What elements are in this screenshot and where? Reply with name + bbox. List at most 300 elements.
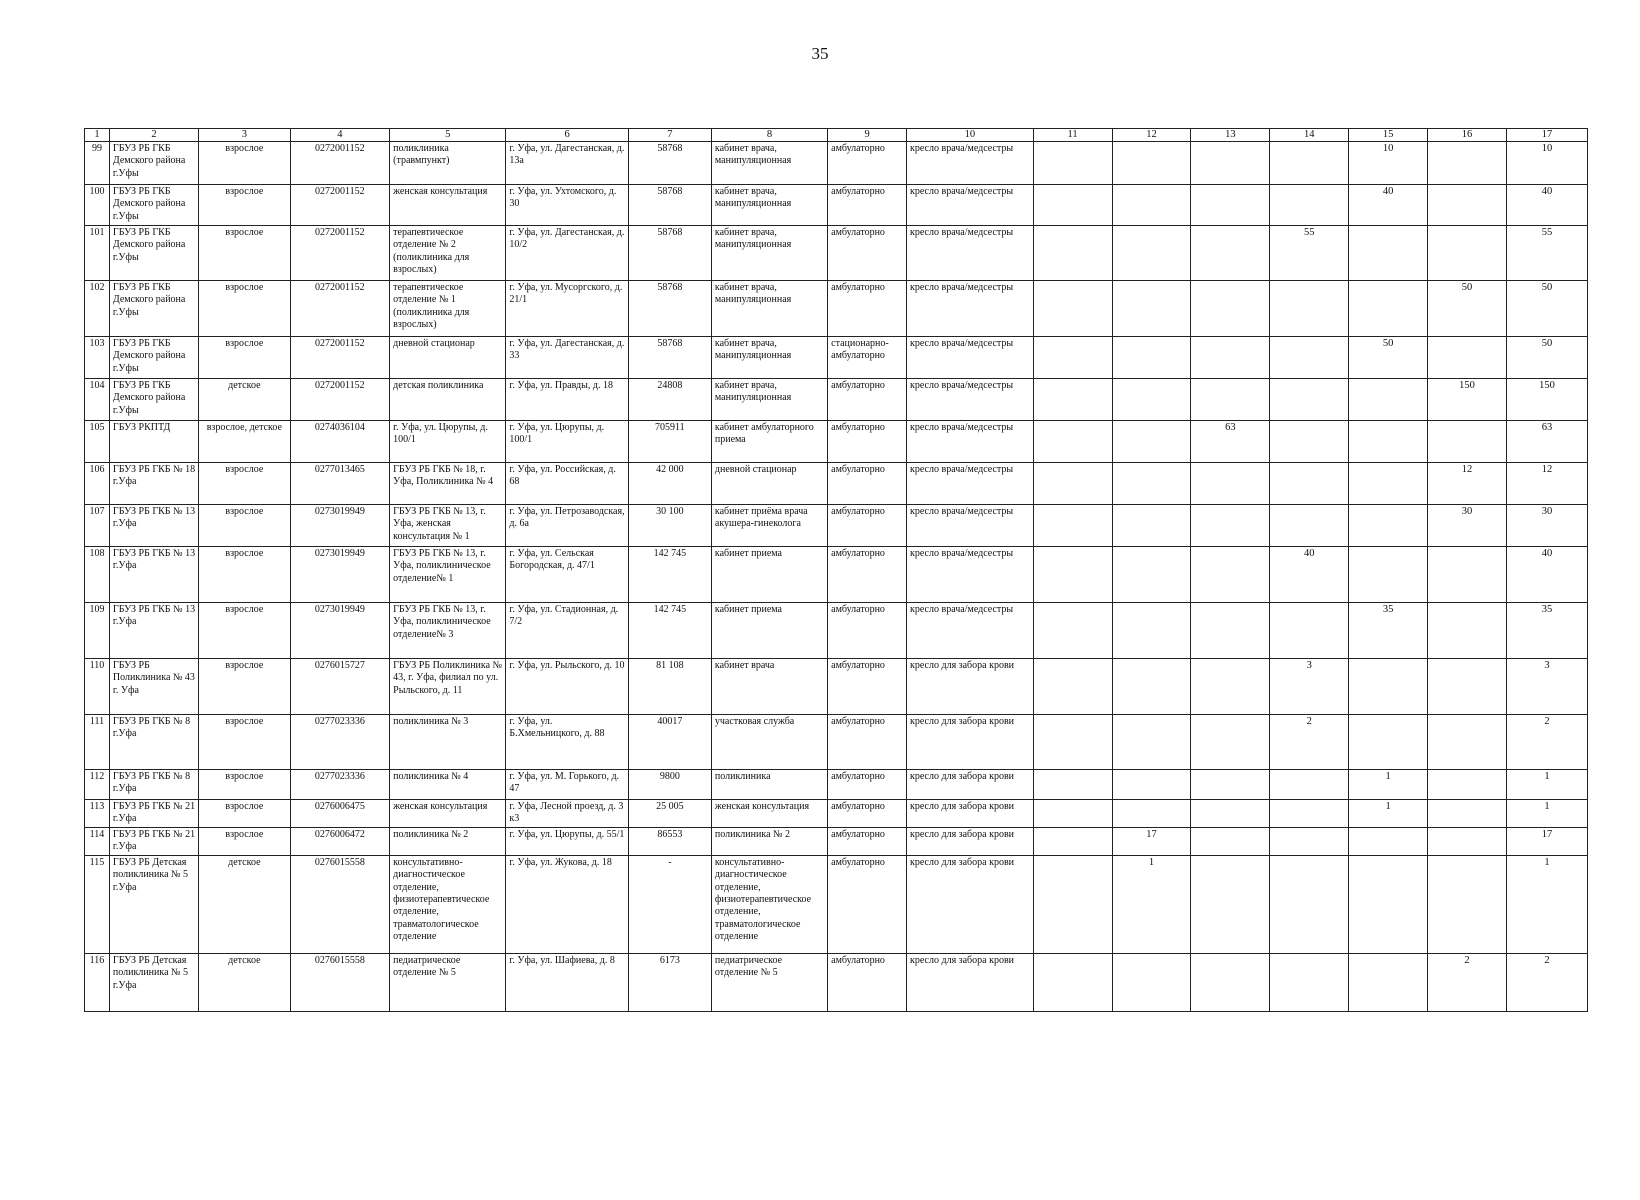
cell-col-10: кресло для забора крови	[907, 953, 1034, 1011]
cell-col-4: 0273019949	[290, 547, 390, 603]
cell-col-14	[1270, 953, 1349, 1011]
cell-col-1: 113	[85, 800, 110, 828]
cell-col-8: кабинет амбулаторного приема	[711, 421, 827, 463]
cell-col-17: 55	[1506, 226, 1587, 281]
cell-col-6: г. Уфа, ул. Цюрупы, д. 55/1	[506, 828, 628, 856]
cell-col-11	[1033, 281, 1112, 337]
cell-col-8: кабинет врача, манипуляционная	[711, 185, 827, 226]
table-row	[85, 281, 1588, 337]
cell-col-11	[1033, 770, 1112, 800]
cell-col-17: 2	[1506, 953, 1587, 1011]
cell-col-12	[1112, 547, 1191, 603]
table-row	[85, 547, 1588, 603]
table-row	[85, 603, 1588, 659]
cell-col-17: 50	[1506, 281, 1587, 337]
cell-col-6: г. Уфа, ул. Дагестанская, д. 33	[506, 337, 628, 379]
cell-col-3: взрослое	[199, 800, 290, 828]
cell-col-13	[1191, 505, 1270, 547]
cell-col-9: амбулаторно	[828, 463, 907, 505]
cell-col-13	[1191, 715, 1270, 770]
cell-col-1: 114	[85, 828, 110, 856]
cell-col-17: 30	[1506, 505, 1587, 547]
cell-col-3: взрослое	[199, 505, 290, 547]
cell-col-9: амбулаторно	[828, 659, 907, 715]
cell-col-5: женская консультация	[390, 800, 506, 828]
cell-col-13	[1191, 603, 1270, 659]
cell-col-6: г. Уфа, ул. Шафиева, д. 8	[506, 953, 628, 1011]
cell-col-3: детское	[199, 855, 290, 953]
column-header-16: 16	[1428, 129, 1507, 142]
cell-col-10: кресло для забора крови	[907, 770, 1034, 800]
column-header-10: 10	[907, 129, 1034, 142]
cell-col-11	[1033, 337, 1112, 379]
cell-col-17: 40	[1506, 547, 1587, 603]
cell-col-1: 110	[85, 659, 110, 715]
cell-col-7: 40017	[628, 715, 711, 770]
cell-col-8: участковая служба	[711, 715, 827, 770]
cell-col-13	[1191, 185, 1270, 226]
cell-col-3: взрослое	[199, 142, 290, 185]
column-header-15: 15	[1349, 129, 1428, 142]
column-header-4: 4	[290, 129, 390, 142]
cell-col-2: ГБУЗ РБ ГКБ № 21 г.Уфа	[109, 828, 198, 856]
cell-col-8: кабинет врача, манипуляционная	[711, 142, 827, 185]
cell-col-3: взрослое	[199, 770, 290, 800]
cell-col-13: 63	[1191, 421, 1270, 463]
cell-col-13	[1191, 281, 1270, 337]
cell-col-15	[1349, 715, 1428, 770]
cell-col-4: 0273019949	[290, 603, 390, 659]
cell-col-13	[1191, 828, 1270, 856]
cell-col-4: 0276015727	[290, 659, 390, 715]
cell-col-8: кабинет приёма врача акушера-гинеколога	[711, 505, 827, 547]
cell-col-8: дневной стационар	[711, 463, 827, 505]
cell-col-2: ГБУЗ РКПТД	[109, 421, 198, 463]
data-table	[84, 128, 1588, 1012]
cell-col-14	[1270, 603, 1349, 659]
cell-col-12: 1	[1112, 855, 1191, 953]
cell-col-17: 50	[1506, 337, 1587, 379]
cell-col-14: 40	[1270, 547, 1349, 603]
cell-col-2: ГБУЗ РБ ГКБ Демского района г.Уфы	[109, 142, 198, 185]
cell-col-2: ГБУЗ РБ ГКБ Демского района г.Уфы	[109, 379, 198, 421]
cell-col-3: взрослое	[199, 281, 290, 337]
cell-col-17: 3	[1506, 659, 1587, 715]
cell-col-1: 109	[85, 603, 110, 659]
cell-col-5: ГБУЗ РБ ГКБ № 13, г. Уфа, поликлиническое отделение№ 1	[390, 547, 506, 603]
cell-col-15	[1349, 505, 1428, 547]
cell-col-11	[1033, 547, 1112, 603]
cell-col-1: 107	[85, 505, 110, 547]
cell-col-16	[1428, 142, 1507, 185]
cell-col-2: ГБУЗ РБ ГКБ № 13 г.Уфа	[109, 547, 198, 603]
cell-col-6: г. Уфа, ул. Ухтомского, д. 30	[506, 185, 628, 226]
cell-col-6: г. Уфа, ул. Цюрупы, д. 100/1	[506, 421, 628, 463]
cell-col-2: ГБУЗ РБ ГКБ Демского района г.Уфы	[109, 337, 198, 379]
cell-col-6: г. Уфа, ул. Рыльского, д. 10	[506, 659, 628, 715]
cell-col-3: взрослое	[199, 185, 290, 226]
cell-col-12	[1112, 142, 1191, 185]
cell-col-9: амбулаторно	[828, 770, 907, 800]
cell-col-10: кресло для забора крови	[907, 715, 1034, 770]
cell-col-15	[1349, 421, 1428, 463]
cell-col-10: кресло для забора крови	[907, 855, 1034, 953]
cell-col-9: амбулаторно	[828, 715, 907, 770]
cell-col-3: взрослое	[199, 463, 290, 505]
cell-col-1: 103	[85, 337, 110, 379]
cell-col-11	[1033, 505, 1112, 547]
cell-col-6: г. Уфа, ул. Стадионная, д. 7/2	[506, 603, 628, 659]
cell-col-1: 115	[85, 855, 110, 953]
cell-col-10: кресло врача/медсестры	[907, 185, 1034, 226]
cell-col-6: г. Уфа, ул. Дагестанская, д. 10/2	[506, 226, 628, 281]
cell-col-15: 10	[1349, 142, 1428, 185]
cell-col-9: амбулаторно	[828, 281, 907, 337]
cell-col-2: ГБУЗ РБ ГКБ № 13 г.Уфа	[109, 505, 198, 547]
cell-col-5: педиатрическое отделение № 5	[390, 953, 506, 1011]
cell-col-10: кресло для забора крови	[907, 800, 1034, 828]
cell-col-5: терапевтическое отделение № 2 (поликлиника для взрослых)	[390, 226, 506, 281]
cell-col-6: г. Уфа, ул. М. Горького, д. 47	[506, 770, 628, 800]
cell-col-1: 108	[85, 547, 110, 603]
cell-col-1: 111	[85, 715, 110, 770]
cell-col-14	[1270, 337, 1349, 379]
cell-col-6: г. Уфа, ул. Петрозаводская, д. 6а	[506, 505, 628, 547]
cell-col-6: г. Уфа, ул. Б.Хмельницкого, д. 88	[506, 715, 628, 770]
cell-col-15: 35	[1349, 603, 1428, 659]
cell-col-7: 30 100	[628, 505, 711, 547]
cell-col-17: 63	[1506, 421, 1587, 463]
cell-col-17: 1	[1506, 770, 1587, 800]
table-row	[85, 953, 1588, 1011]
cell-col-10: кресло для забора крови	[907, 659, 1034, 715]
column-header-5: 5	[390, 129, 506, 142]
cell-col-9: амбулаторно	[828, 855, 907, 953]
cell-col-17: 10	[1506, 142, 1587, 185]
cell-col-14	[1270, 800, 1349, 828]
column-header-2: 2	[109, 129, 198, 142]
cell-col-15	[1349, 659, 1428, 715]
cell-col-7: 9800	[628, 770, 711, 800]
cell-col-5: детская поликлиника	[390, 379, 506, 421]
cell-col-3: взрослое	[199, 715, 290, 770]
cell-col-4: 0276015558	[290, 953, 390, 1011]
cell-col-6: г. Уфа, ул. Правды, д. 18	[506, 379, 628, 421]
cell-col-2: ГБУЗ РБ ГКБ № 13 г.Уфа	[109, 603, 198, 659]
cell-col-15	[1349, 828, 1428, 856]
cell-col-4: 0277013465	[290, 463, 390, 505]
cell-col-15	[1349, 281, 1428, 337]
cell-col-9: стационарно-амбулаторно	[828, 337, 907, 379]
column-header-17: 17	[1506, 129, 1587, 142]
cell-col-13	[1191, 142, 1270, 185]
cell-col-14	[1270, 185, 1349, 226]
cell-col-6: г. Уфа, ул. Сельская Богородская, д. 47/1	[506, 547, 628, 603]
cell-col-14	[1270, 505, 1349, 547]
cell-col-16: 2	[1428, 953, 1507, 1011]
cell-col-10: кресло врача/медсестры	[907, 603, 1034, 659]
column-header-1: 1	[85, 129, 110, 142]
cell-col-6: г. Уфа, ул. Мусоргского, д. 21/1	[506, 281, 628, 337]
cell-col-13	[1191, 659, 1270, 715]
cell-col-6: г. Уфа, ул. Российская, д. 68	[506, 463, 628, 505]
cell-col-2: ГБУЗ РБ Детская поликлиника № 5 г.Уфа	[109, 855, 198, 953]
cell-col-5: консультативно-диагностическое отделение, физиотерапевтическое отделение, травматологическое отделение	[390, 855, 506, 953]
cell-col-11	[1033, 226, 1112, 281]
cell-col-16	[1428, 800, 1507, 828]
cell-col-5: ГБУЗ РБ ГКБ № 13, г. Уфа, женская консультация № 1	[390, 505, 506, 547]
cell-col-2: ГБУЗ РБ ГКБ № 8 г.Уфа	[109, 715, 198, 770]
cell-col-16	[1428, 603, 1507, 659]
cell-col-5: поликлиника (травмпункт)	[390, 142, 506, 185]
cell-col-16	[1428, 226, 1507, 281]
cell-col-16	[1428, 185, 1507, 226]
cell-col-17: 150	[1506, 379, 1587, 421]
cell-col-12	[1112, 715, 1191, 770]
cell-col-7: 58768	[628, 226, 711, 281]
cell-col-6: г. Уфа, ул. Дагестанская, д. 13а	[506, 142, 628, 185]
page-number: 35	[811, 44, 829, 63]
cell-col-16	[1428, 659, 1507, 715]
column-number-header	[85, 129, 1588, 142]
cell-col-7: 24808	[628, 379, 711, 421]
cell-col-16	[1428, 715, 1507, 770]
cell-col-15	[1349, 547, 1428, 603]
cell-col-13	[1191, 770, 1270, 800]
cell-col-1: 106	[85, 463, 110, 505]
cell-col-11	[1033, 828, 1112, 856]
cell-col-7: 142 745	[628, 547, 711, 603]
column-header-13: 13	[1191, 129, 1270, 142]
cell-col-4: 0272001152	[290, 281, 390, 337]
cell-col-12	[1112, 463, 1191, 505]
cell-col-2: ГБУЗ РБ ГКБ Демского района г.Уфы	[109, 281, 198, 337]
table-row	[85, 142, 1588, 185]
cell-col-8: кабинет врача, манипуляционная	[711, 226, 827, 281]
cell-col-8: поликлиника	[711, 770, 827, 800]
cell-col-13	[1191, 800, 1270, 828]
cell-col-5: женская консультация	[390, 185, 506, 226]
cell-col-1: 104	[85, 379, 110, 421]
cell-col-15: 1	[1349, 800, 1428, 828]
cell-col-5: поликлиника № 3	[390, 715, 506, 770]
cell-col-13	[1191, 379, 1270, 421]
cell-col-11	[1033, 659, 1112, 715]
table-row	[85, 855, 1588, 953]
cell-col-15: 40	[1349, 185, 1428, 226]
cell-col-5: дневной стационар	[390, 337, 506, 379]
cell-col-1: 102	[85, 281, 110, 337]
cell-col-13	[1191, 953, 1270, 1011]
table-row	[85, 379, 1588, 421]
cell-col-2: ГБУЗ РБ ГКБ № 21 г.Уфа	[109, 800, 198, 828]
cell-col-7: 142 745	[628, 603, 711, 659]
cell-col-5: г. Уфа, ул. Цюрупы, д. 100/1	[390, 421, 506, 463]
cell-col-16	[1428, 770, 1507, 800]
cell-col-14: 3	[1270, 659, 1349, 715]
cell-col-1: 105	[85, 421, 110, 463]
cell-col-8: кабинет врача, манипуляционная	[711, 281, 827, 337]
table-row	[85, 421, 1588, 463]
cell-col-3: взрослое, детское	[199, 421, 290, 463]
cell-col-10: кресло врача/медсестры	[907, 337, 1034, 379]
cell-col-7: 25 005	[628, 800, 711, 828]
cell-col-13	[1191, 226, 1270, 281]
cell-col-13	[1191, 547, 1270, 603]
cell-col-3: детское	[199, 379, 290, 421]
cell-col-15	[1349, 953, 1428, 1011]
column-header-8: 8	[711, 129, 827, 142]
cell-col-4: 0277023336	[290, 715, 390, 770]
cell-col-5: поликлиника № 4	[390, 770, 506, 800]
cell-col-11	[1033, 421, 1112, 463]
table-row	[85, 463, 1588, 505]
cell-col-7: 705911	[628, 421, 711, 463]
table-row	[85, 226, 1588, 281]
cell-col-13	[1191, 463, 1270, 505]
cell-col-2: ГБУЗ РБ ГКБ Демского района г.Уфы	[109, 226, 198, 281]
cell-col-1: 112	[85, 770, 110, 800]
cell-col-11	[1033, 603, 1112, 659]
cell-col-15	[1349, 226, 1428, 281]
cell-col-14	[1270, 855, 1349, 953]
cell-col-17: 35	[1506, 603, 1587, 659]
cell-col-12	[1112, 421, 1191, 463]
cell-col-10: кресло врача/медсестры	[907, 142, 1034, 185]
cell-col-3: детское	[199, 953, 290, 1011]
cell-col-11	[1033, 953, 1112, 1011]
cell-col-12	[1112, 603, 1191, 659]
cell-col-3: взрослое	[199, 226, 290, 281]
cell-col-3: взрослое	[199, 603, 290, 659]
cell-col-16: 30	[1428, 505, 1507, 547]
cell-col-10: кресло врача/медсестры	[907, 379, 1034, 421]
table-row	[85, 185, 1588, 226]
cell-col-5: поликлиника № 2	[390, 828, 506, 856]
cell-col-14	[1270, 421, 1349, 463]
cell-col-4: 0274036104	[290, 421, 390, 463]
cell-col-11	[1033, 715, 1112, 770]
cell-col-7: 58768	[628, 337, 711, 379]
cell-col-11	[1033, 800, 1112, 828]
cell-col-17: 12	[1506, 463, 1587, 505]
cell-col-17: 17	[1506, 828, 1587, 856]
cell-col-12	[1112, 379, 1191, 421]
cell-col-4: 0272001152	[290, 379, 390, 421]
cell-col-10: кресло врача/медсестры	[907, 547, 1034, 603]
column-header-14: 14	[1270, 129, 1349, 142]
cell-col-11	[1033, 142, 1112, 185]
cell-col-5: ГБУЗ РБ Поликлиника № 43, г. Уфа, филиал по ул. Рыльского, д. 11	[390, 659, 506, 715]
cell-col-7: 58768	[628, 281, 711, 337]
cell-col-12	[1112, 953, 1191, 1011]
cell-col-1: 99	[85, 142, 110, 185]
cell-col-11	[1033, 855, 1112, 953]
cell-col-13	[1191, 855, 1270, 953]
cell-col-9: амбулаторно	[828, 505, 907, 547]
cell-col-4: 0277023336	[290, 770, 390, 800]
cell-col-4: 0276015558	[290, 855, 390, 953]
cell-col-17: 1	[1506, 800, 1587, 828]
cell-col-3: взрослое	[199, 828, 290, 856]
cell-col-9: амбулаторно	[828, 142, 907, 185]
cell-col-9: амбулаторно	[828, 379, 907, 421]
cell-col-3: взрослое	[199, 337, 290, 379]
cell-col-8: женская консультация	[711, 800, 827, 828]
cell-col-10: кресло врача/медсестры	[907, 505, 1034, 547]
cell-col-3: взрослое	[199, 547, 290, 603]
cell-col-15: 1	[1349, 770, 1428, 800]
cell-col-8: поликлиника № 2	[711, 828, 827, 856]
table-row	[85, 505, 1588, 547]
column-header-6: 6	[506, 129, 628, 142]
cell-col-8: педиатрическое отделение № 5	[711, 953, 827, 1011]
cell-col-12	[1112, 800, 1191, 828]
cell-col-1: 100	[85, 185, 110, 226]
cell-col-14	[1270, 770, 1349, 800]
table-container	[84, 128, 1588, 1012]
cell-col-10: кресло врача/медсестры	[907, 463, 1034, 505]
table-row	[85, 800, 1588, 828]
cell-col-9: амбулаторно	[828, 828, 907, 856]
cell-col-12	[1112, 226, 1191, 281]
column-header-3: 3	[199, 129, 290, 142]
cell-col-9: амбулаторно	[828, 953, 907, 1011]
cell-col-14	[1270, 463, 1349, 505]
cell-col-11	[1033, 185, 1112, 226]
cell-col-1: 116	[85, 953, 110, 1011]
cell-col-4: 0272001152	[290, 226, 390, 281]
cell-col-5: ГБУЗ РБ ГКБ № 13, г. Уфа, поликлиническое отделение№ 3	[390, 603, 506, 659]
cell-col-7: -	[628, 855, 711, 953]
cell-col-4: 0276006475	[290, 800, 390, 828]
cell-col-5: ГБУЗ РБ ГКБ № 18, г. Уфа, Поликлиника № 4	[390, 463, 506, 505]
cell-col-8: кабинет врача	[711, 659, 827, 715]
cell-col-12	[1112, 337, 1191, 379]
cell-col-16	[1428, 421, 1507, 463]
table-row	[85, 337, 1588, 379]
table-row	[85, 715, 1588, 770]
table-row	[85, 770, 1588, 800]
cell-col-17: 1	[1506, 855, 1587, 953]
cell-col-14	[1270, 379, 1349, 421]
column-header-7: 7	[628, 129, 711, 142]
cell-col-12	[1112, 659, 1191, 715]
cell-col-15	[1349, 379, 1428, 421]
cell-col-9: амбулаторно	[828, 226, 907, 281]
cell-col-11	[1033, 463, 1112, 505]
cell-col-8: кабинет врача, манипуляционная	[711, 379, 827, 421]
cell-col-1: 101	[85, 226, 110, 281]
cell-col-2: ГБУЗ РБ Детская поликлиника № 5 г.Уфа	[109, 953, 198, 1011]
cell-col-4: 0272001152	[290, 337, 390, 379]
cell-col-16	[1428, 547, 1507, 603]
cell-col-10: кресло для забора крови	[907, 828, 1034, 856]
cell-col-16: 50	[1428, 281, 1507, 337]
column-header-9: 9	[828, 129, 907, 142]
table-row	[85, 828, 1588, 856]
cell-col-16	[1428, 828, 1507, 856]
column-header-11: 11	[1033, 129, 1112, 142]
cell-col-14	[1270, 142, 1349, 185]
cell-col-7: 6173	[628, 953, 711, 1011]
cell-col-9: амбулаторно	[828, 185, 907, 226]
cell-col-17: 40	[1506, 185, 1587, 226]
cell-col-6: г. Уфа, ул. Жукова, д. 18	[506, 855, 628, 953]
cell-col-12: 17	[1112, 828, 1191, 856]
cell-col-12	[1112, 185, 1191, 226]
cell-col-9: амбулаторно	[828, 547, 907, 603]
